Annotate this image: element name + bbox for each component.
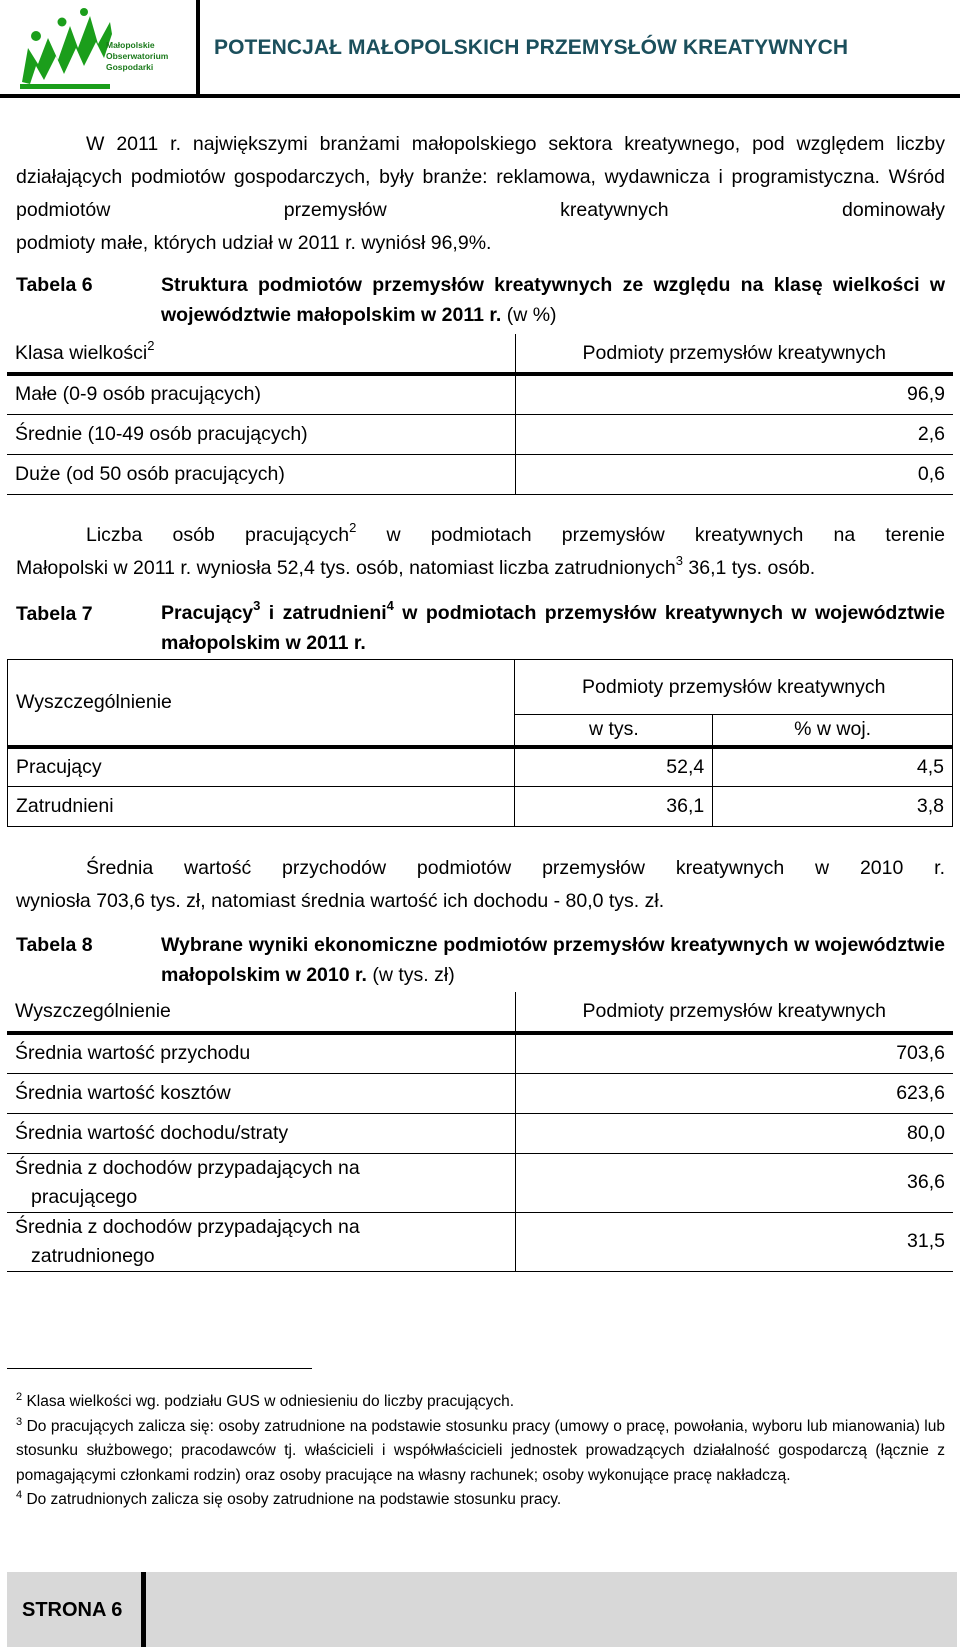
footnote-4: $^4$ Do zatrudnionych zalicza się osoby zatrudnione na podstawie stosunku pracy.	[16, 1489, 562, 1508]
intro-paragraph	[16, 128, 945, 260]
page-number: STRONA 6	[22, 1599, 123, 1621]
row-value: 80,0	[907, 1121, 945, 1144]
row-label: Pracujący	[8, 747, 515, 787]
table7	[7, 659, 953, 827]
table7-sub2: % w woj.	[794, 718, 872, 741]
table7-header	[8, 660, 953, 715]
table8-label: Tabela 8	[16, 934, 93, 956]
table-row	[7, 374, 953, 414]
row-label: Średnia z dochodów przypadających na pracującego	[7, 1153, 515, 1212]
footnotes	[16, 1390, 945, 1513]
table8-header	[7, 992, 953, 1033]
table8	[7, 992, 953, 1272]
table7-title: Pracujący$^3$ i zatrudnieni$^4$ w podmiotach przemysłów kreatywnych w województwie małopolskim w 2011 r.	[161, 598, 945, 654]
revenue-text: Średnia wartość przychodów podmiotów przemysłów kreatywnych w 2010 r.	[86, 857, 945, 879]
table7-label: Tabela 7	[16, 603, 93, 625]
table7-col1: Wyszczególnienie	[8, 660, 515, 747]
table-row	[7, 1033, 953, 1073]
row-label: Średnia wartość dochodu/straty	[7, 1113, 515, 1153]
row-value: 31,5	[907, 1230, 945, 1252]
table-row	[8, 787, 953, 827]
table8-col2: Podmioty przemysłów kreatywnych	[582, 1000, 886, 1022]
intro-text-last: podmioty małe, których udział w 2011 r. wyniósł 96,9%.	[16, 232, 492, 254]
table6-label: Tabela 6	[16, 274, 93, 296]
header-divider-horizontal	[0, 94, 960, 98]
table6-col1: Klasa wielkości$^2$	[7, 334, 515, 374]
table6-title: Struktura podmiotów przemysłów kreatywnych ze względu na klasę wielkości w województwie małopolskim w 2011 r. (w %)	[161, 274, 945, 326]
logo-wordmark: Małopolskie Obserwatorium Gospodarki	[106, 40, 169, 72]
footnote-separator	[7, 1368, 312, 1369]
table-row	[7, 414, 953, 454]
revenue-paragraph	[16, 852, 945, 918]
row-value: 4,5	[916, 755, 944, 778]
table6	[7, 334, 953, 495]
table-row	[7, 1073, 953, 1113]
row-value: 623,6	[896, 1081, 945, 1104]
revenue-text-last: wyniosła 703,6 tys. zł, natomiast średnia wartość ich dochodu - 80,0 tys. zł.	[16, 890, 665, 912]
table6-col2: Podmioty przemysłów kreatywnych	[582, 341, 886, 364]
row-value: 2,6	[917, 422, 945, 445]
footnote-3: $^3$ Do pracujących zalicza się: osoby zatrudnione na podstawie stosunku pracy (umowy o pracę, powołania, wyboru lub mianowania) lub stosunku służbowego; pracodawców tj. właścicieli i współwłaścicieli jednostek prowadzących działalność gospodarczą (łącznie z pomagającymi członkami rodzin) oraz osoby pracujące na własny rachunek; osoby wykonujące pracę nakładczą.	[16, 1415, 945, 1484]
row-label: Duże (od 50 osób pracujących)	[7, 454, 515, 494]
row-value: 36,1	[515, 787, 713, 827]
table6-header	[7, 334, 953, 374]
workers-text-last: Małopolski w 2011 r. wyniosła 52,4 tys. osób, natomiast liczba zatrudnionych$^3$ 36,1 tys. osób.	[16, 553, 816, 579]
row-value: 52,4	[515, 747, 713, 787]
row-label: Małe (0-9 osób pracujących)	[7, 374, 515, 414]
table7-sub1: w tys.	[515, 715, 713, 747]
table7-col2: Podmioty przemysłów kreatywnych	[515, 660, 953, 715]
row-label: Średnie (10-49 osób pracujących)	[7, 414, 515, 454]
document-title: POTENCJAŁ MAŁOPOLSKICH PRZEMYSŁÓW KREATYWNYCH	[214, 36, 849, 59]
workers-text: Liczba osób pracujących$^2$ w podmiotach przemysłów kreatywnych na terenie	[86, 520, 945, 546]
row-label: Średnia wartość kosztów	[7, 1073, 515, 1113]
row-label: Zatrudnieni	[8, 787, 515, 827]
row-value: 703,6	[896, 1042, 945, 1065]
table-row	[7, 1212, 953, 1271]
workers-paragraph	[16, 519, 945, 585]
row-value: 96,9	[907, 383, 945, 406]
row-label: Średnia wartość przychodu	[7, 1033, 515, 1073]
table8-col1: Wyszczególnienie	[7, 992, 515, 1033]
table8-title: Wybrane wyniki ekonomiczne podmiotów przemysłów kreatywnych w województwie małopolskim w 2010 r. (w tys. zł)	[161, 934, 945, 986]
row-value: 3,8	[916, 795, 944, 817]
row-value: 36,6	[907, 1171, 945, 1193]
table-row	[8, 747, 953, 787]
table-row	[7, 1113, 953, 1153]
footnote-2: $^2$ Klasa wielkości wg. podziału GUS w odniesieniu do liczby pracujących.	[16, 1391, 515, 1410]
row-value: 0,6	[917, 462, 945, 485]
intro-text: W 2011 r. największymi branżami małopolskiego sektora kreatywnego, pod względem liczby działających podmiotów gospodarczych, były branże: reklamowa, wydawnicza i programistyczna. Wśród podmiotów przemysłów kreatywnych dominowały	[16, 133, 945, 221]
table-row	[7, 454, 953, 494]
header-divider-vertical	[196, 0, 200, 97]
footer-bar	[7, 1572, 957, 1647]
row-label: Średnia z dochodów przypadających na zatrudnionego	[7, 1212, 515, 1271]
page-header	[0, 0, 960, 100]
table-row	[7, 1153, 953, 1212]
